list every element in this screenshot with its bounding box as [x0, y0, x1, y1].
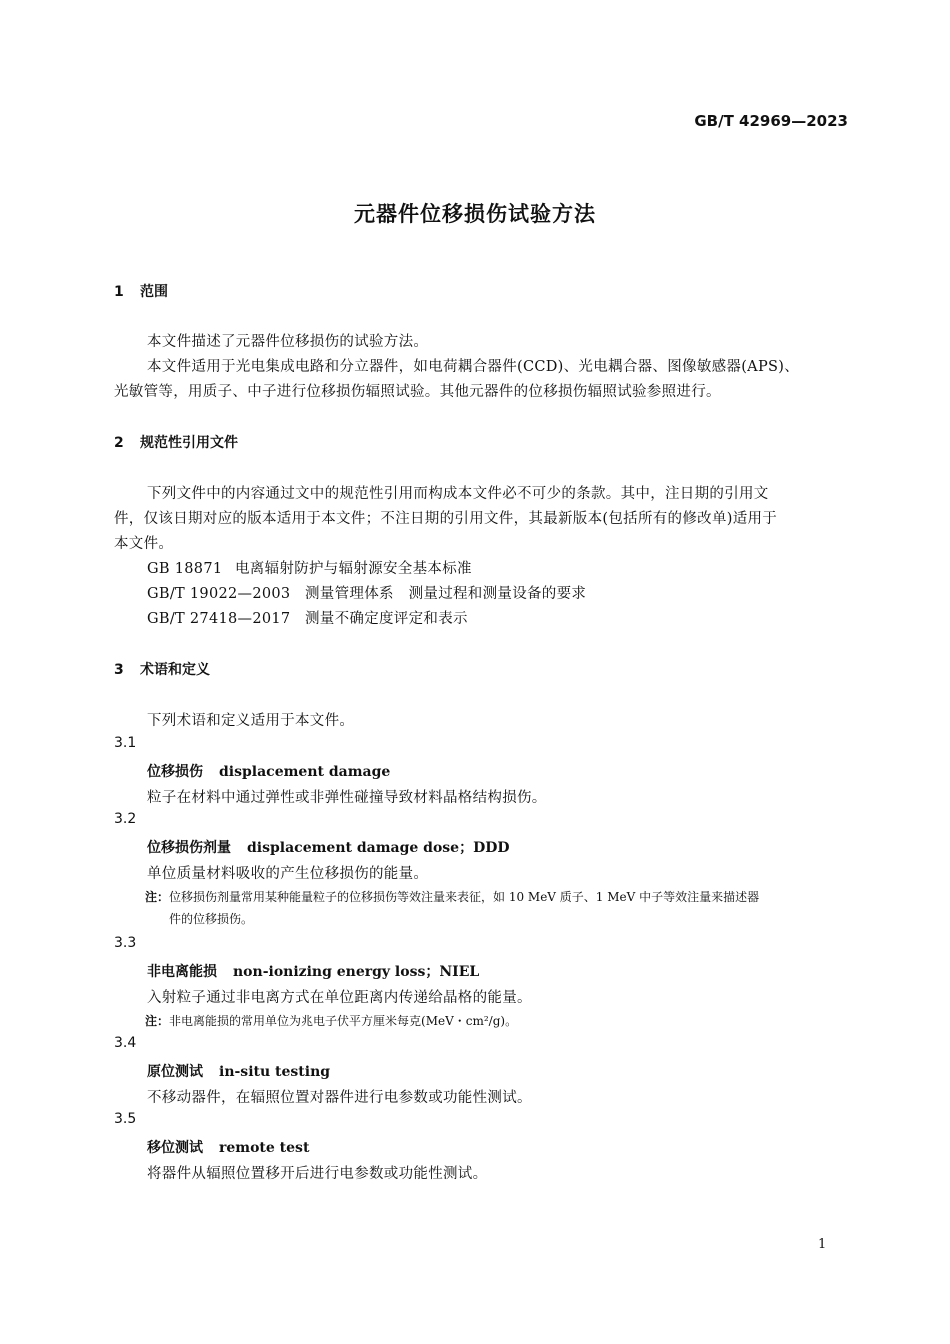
term-definition: 不移动器件，在辐照位置对器件进行电参数或功能性测试。 — [147, 1090, 532, 1106]
reference-item — [147, 557, 472, 578]
paragraph: 下列术语和定义适用于本文件。 — [147, 713, 355, 729]
term-number: 3.1 — [114, 735, 137, 751]
reference-title: 电离辐射防护与辐射源安全基本标准 — [235, 561, 472, 577]
note-text: 位移损伤剂量常用某种能量粒子的位移损伤等效注量来表征，如 10 MeV 质子、1 MeV 中子等效注量来描述器 — [169, 890, 760, 904]
term-en: remote test — [219, 1140, 310, 1156]
note-continuation: 件的位移损伤。 — [169, 912, 254, 926]
standard-code: GB/T 42969—2023 — [694, 112, 848, 130]
paragraph-line: 件，仅该日期对应的版本适用于本文件；不注日期的引用文件，其最新版本(包括所有的修改单)适用于 — [114, 511, 778, 527]
term-number: 3.2 — [114, 811, 137, 827]
term-zh: 原位测试 — [147, 1064, 203, 1080]
section-2-heading — [114, 432, 238, 452]
reference-title: 测量管理体系 测量过程和测量设备的要求 — [305, 586, 587, 602]
paragraph-line: 本文件适用于光电集成电路和分立器件，如电荷耦合器件(CCD)、光电耦合器、图像敏感器(APS)、 — [147, 359, 799, 375]
reference-code: GB/T 19022—2003 — [147, 586, 291, 602]
term-en: non-ionizing energy loss；NIEL — [233, 964, 480, 980]
section-title: 规范性引用文件 — [140, 435, 238, 451]
term-heading — [147, 1061, 330, 1081]
term-zh: 位移损伤剂量 — [147, 840, 231, 856]
note-label: 注： — [145, 890, 170, 904]
term-en: in-situ testing — [219, 1064, 331, 1080]
paragraph: 本文件描述了元器件位移损伤的试验方法。 — [147, 334, 429, 350]
section-number: 3 — [114, 662, 124, 678]
term-definition: 单位质量材料吸收的产生位移损伤的能量。 — [147, 866, 429, 882]
term-heading — [147, 761, 390, 781]
term-heading — [147, 961, 479, 981]
term-number: 3.3 — [114, 935, 137, 951]
term-number: 3.4 — [114, 1035, 137, 1051]
term-en: displacement damage dose；DDD — [247, 840, 510, 856]
document-title: 元器件位移损伤试验方法 — [354, 202, 596, 226]
note — [145, 1012, 517, 1029]
term-zh: 移位测试 — [147, 1140, 203, 1156]
section-number: 2 — [114, 435, 124, 451]
term-heading — [147, 1137, 309, 1157]
term-zh: 非电离能损 — [147, 964, 217, 980]
reference-item — [147, 607, 468, 628]
page-number: 1 — [818, 1237, 827, 1252]
term-en: displacement damage — [219, 764, 391, 780]
term-definition: 粒子在材料中通过弹性或非弹性碰撞导致材料晶格结构损伤。 — [147, 790, 547, 806]
paragraph-line: 本文件。 — [114, 536, 174, 552]
term-heading — [147, 837, 510, 857]
note — [145, 888, 759, 905]
paragraph-line: 下列文件中的内容通过文中的规范性引用而构成本文件必不可少的条款。其中，注日期的引用文 — [147, 486, 769, 502]
section-title: 范围 — [140, 284, 168, 300]
section-title: 术语和定义 — [140, 662, 210, 678]
term-definition: 入射粒子通过非电离方式在单位距离内传递给晶格的能量。 — [147, 990, 532, 1006]
term-definition: 将器件从辐照位置移开后进行电参数或功能性测试。 — [147, 1166, 488, 1182]
term-number: 3.5 — [114, 1111, 137, 1127]
section-3-heading — [114, 659, 210, 679]
reference-code: GB/T 27418—2017 — [147, 611, 291, 627]
reference-title: 测量不确定度评定和表示 — [305, 611, 468, 627]
note-label: 注： — [145, 1014, 170, 1028]
reference-item — [147, 582, 586, 603]
paragraph-line: 光敏管等，用质子、中子进行位移损伤辐照试验。其他元器件的位移损伤辐照试验参照进行。 — [114, 384, 721, 400]
reference-code: GB 18871 — [147, 561, 223, 577]
section-number: 1 — [114, 284, 124, 300]
term-zh: 位移损伤 — [147, 764, 203, 780]
section-1-heading — [114, 281, 168, 301]
note-text: 非电离能损的常用单位为兆电子伏平方厘米每克(MeV・cm²/g)。 — [169, 1014, 518, 1028]
